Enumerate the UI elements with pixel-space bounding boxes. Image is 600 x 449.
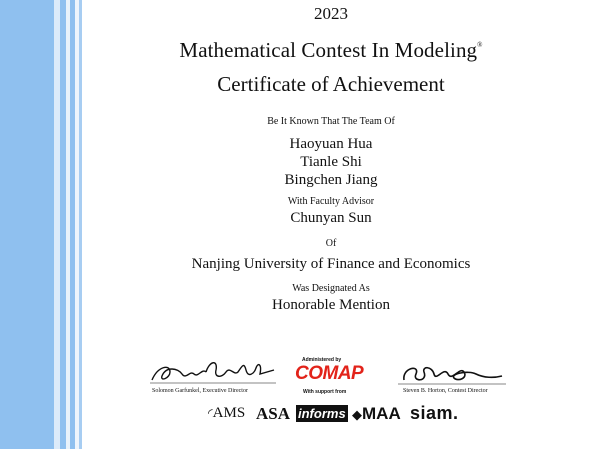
team-member-3: Bingchen Jiang	[284, 172, 378, 188]
registered-mark: ®	[477, 41, 483, 49]
ams-swirl-icon: ◜	[208, 406, 213, 420]
support-text: With support from	[303, 389, 347, 395]
administered-by-text: Administered by	[302, 357, 342, 363]
designation-label: Was Designated As	[292, 283, 370, 294]
left-signature	[148, 356, 278, 388]
institution-name: Nanjing University of Finance and Economics	[191, 256, 471, 272]
certificate-title: Mathematical Contest In Modeling®	[179, 38, 483, 62]
maa-logo: ◆MAA	[352, 404, 401, 423]
asa-logo: ASA	[256, 404, 291, 423]
designation-award: Honorable Mention	[272, 297, 390, 313]
certificate-subtitle: Certificate of Achievement	[217, 72, 445, 96]
comap-logo: COMAP	[295, 363, 364, 384]
team-member-2: Tianle Shi	[300, 154, 362, 170]
informs-logo: informs	[298, 406, 346, 421]
right-signature-title: Steven B. Horton, Contest Director	[403, 388, 488, 394]
maa-diamond-icon: ◆	[352, 407, 362, 422]
advisor-label: With Faculty Advisor	[287, 196, 375, 207]
ams-logo: ◜AMS	[208, 405, 246, 421]
siam-logo: siam.	[410, 403, 459, 423]
certificate-year: 2023	[314, 4, 348, 23]
left-signature-title: Solomon Garfunkel, Executive Director	[152, 388, 248, 394]
right-signature	[398, 360, 508, 390]
intro-text: Be It Known That The Team Of	[267, 116, 395, 127]
of-label: Of	[325, 238, 337, 249]
team-member-1: Haoyuan Hua	[289, 136, 373, 152]
advisor-name: Chunyan Sun	[290, 210, 372, 226]
